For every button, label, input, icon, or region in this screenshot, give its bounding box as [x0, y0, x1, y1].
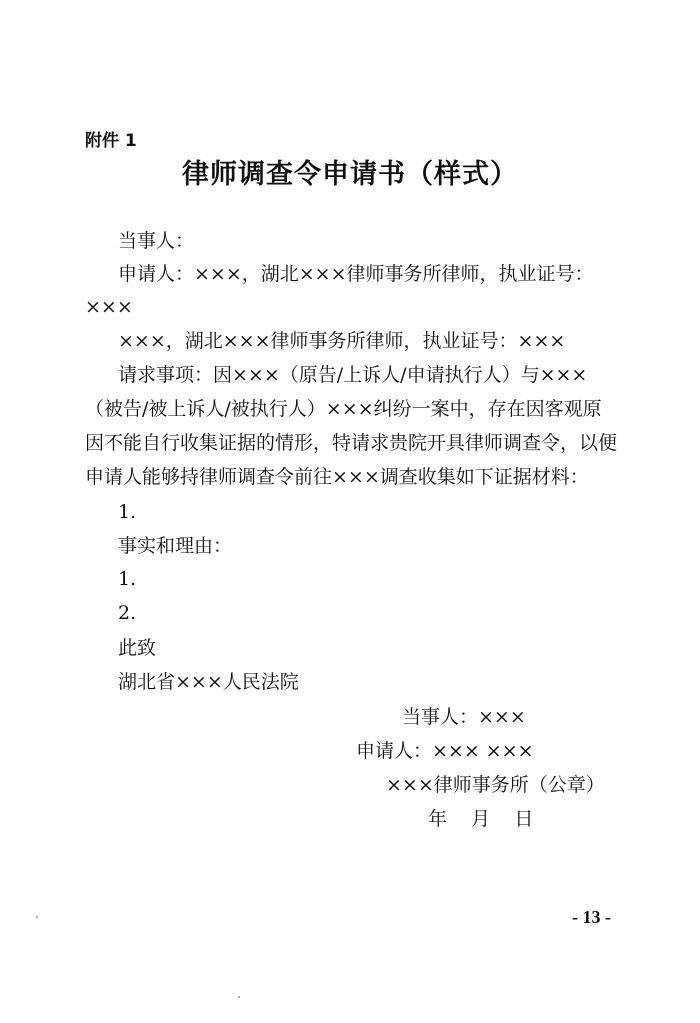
applicant-line-1: 申请人：×××，湖北×××律师事务所律师，执业证号：: [118, 263, 594, 285]
facts-item-2: 2.: [118, 602, 137, 624]
request-line-2: （被告/被上诉人/被执行人）×××纠纷一案中，存在因客观原: [85, 398, 602, 420]
document-title: 律师调查令申请书（样式）: [182, 159, 518, 190]
applicant-line-2: ×××，湖北×××律师事务所律师，执业证号：×××: [118, 330, 566, 352]
signature-applicant: 申请人：××× ×××: [356, 740, 534, 762]
court-name: 湖北省×××人民法院: [118, 671, 299, 693]
page-number: - 13 -: [572, 907, 611, 927]
facts-label: 事实和理由：: [118, 535, 233, 557]
request-item-1: 1.: [118, 501, 137, 523]
facts-item-1: 1.: [118, 568, 137, 590]
scan-speck: [238, 996, 240, 998]
signature-party: 当事人：×××: [402, 706, 526, 728]
party-label: 当事人：: [118, 230, 195, 252]
annex-label: 附件 1: [85, 131, 137, 151]
scan-speck: [36, 916, 38, 918]
applicant-line-1-cont: ×××: [85, 296, 133, 318]
closing-phrase: 此致: [118, 637, 157, 659]
request-line-1: 请求事项：因×××（原告/上诉人/申请执行人）与×××: [118, 364, 588, 386]
request-line-4: 申请人能够持律师调查令前往×××调查收集如下证据材料：: [85, 466, 589, 488]
request-line-3: 因不能自行收集证据的情形，特请求贵院开具律师调查令，以便: [85, 432, 618, 454]
signature-firm-seal: ×××律师事务所（公章）: [386, 774, 605, 796]
signature-date: 年 月 日: [428, 808, 534, 830]
